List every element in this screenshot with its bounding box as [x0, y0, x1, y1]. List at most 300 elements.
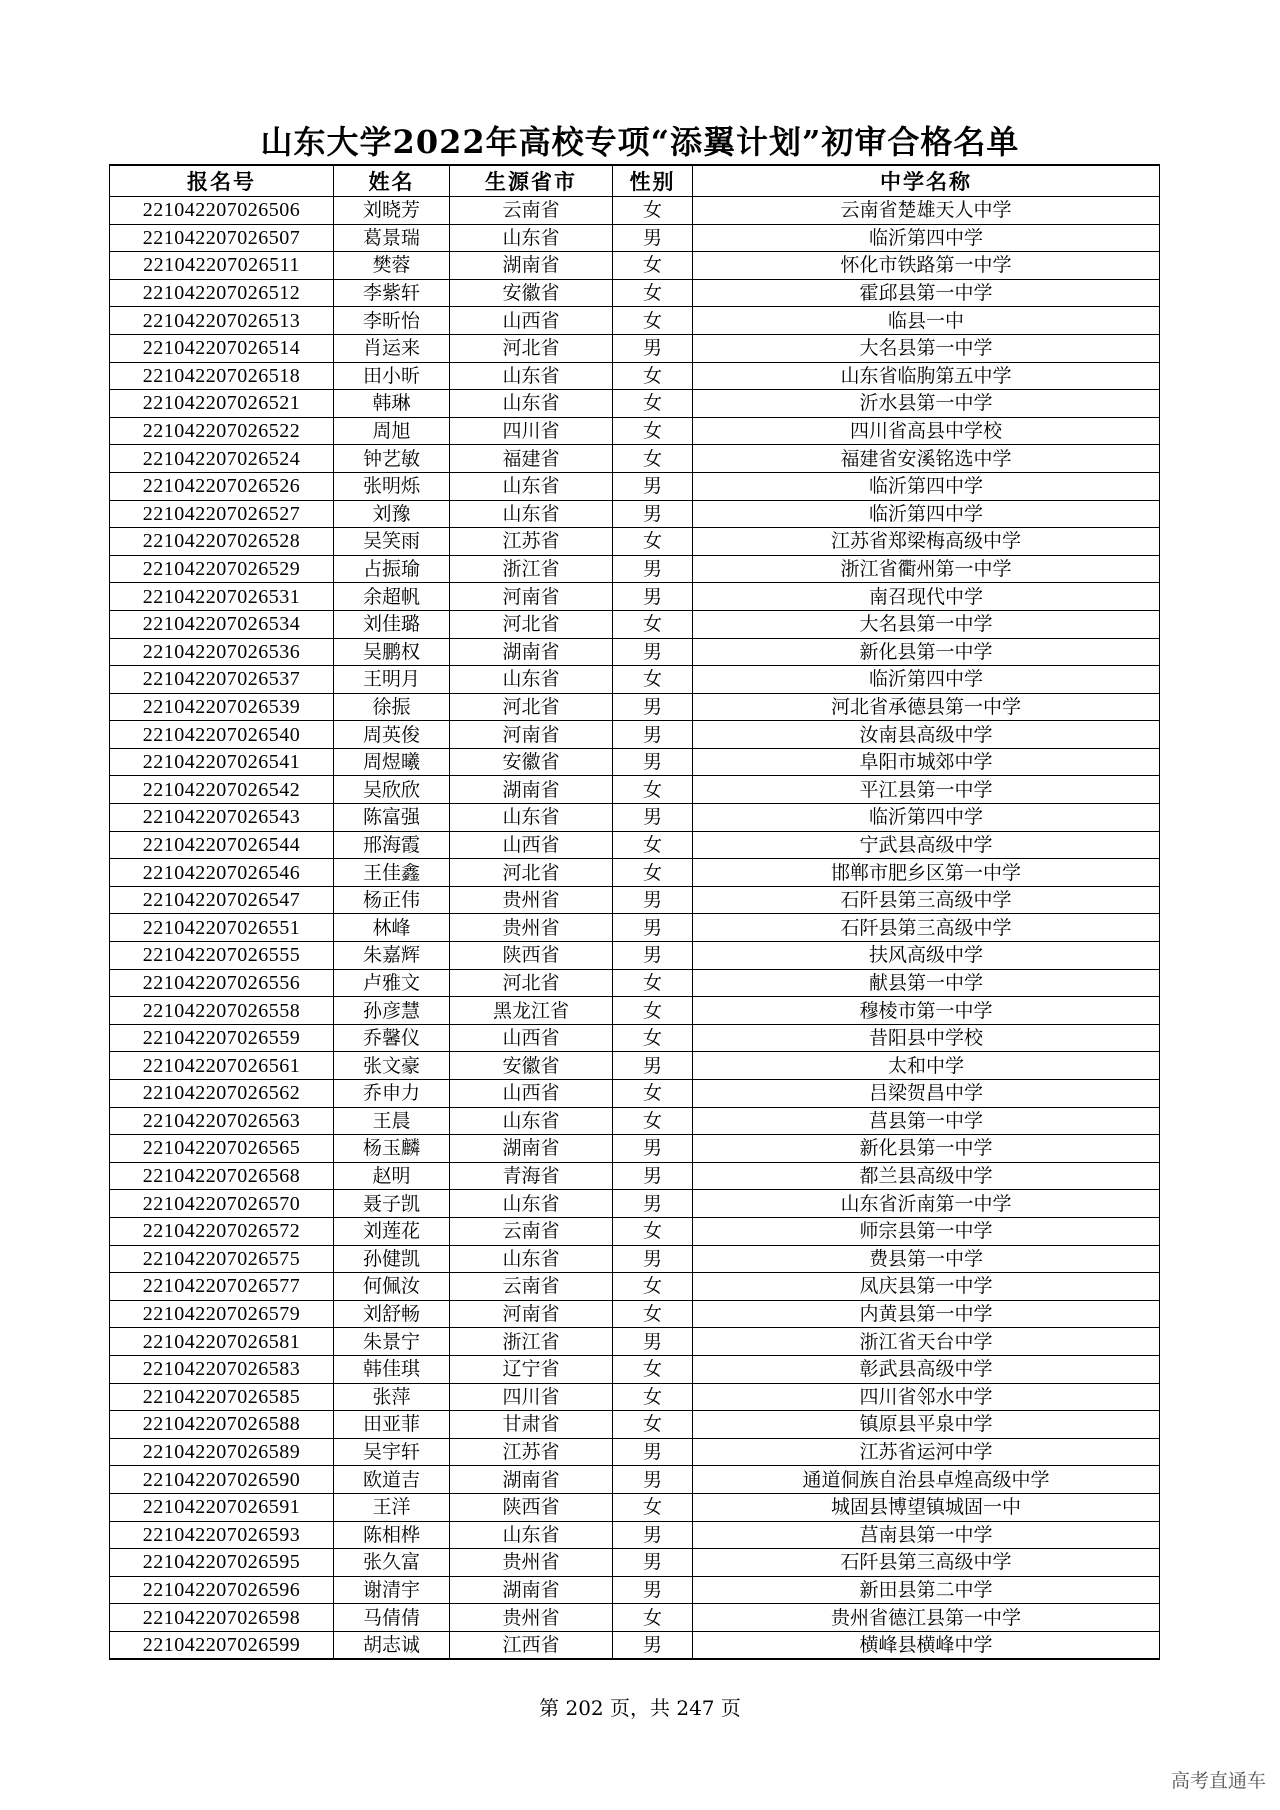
province-cell: 安徽省 — [450, 748, 613, 776]
name-cell: 占振瑜 — [334, 555, 450, 583]
gender-cell: 女 — [613, 528, 693, 556]
registration-number-cell: 221042207026551 — [110, 914, 334, 942]
gender-cell: 男 — [613, 1549, 693, 1577]
name-cell: 李昕怡 — [334, 307, 450, 335]
gender-cell: 男 — [613, 334, 693, 362]
table-row — [110, 1383, 1160, 1411]
table-row — [110, 445, 1160, 473]
name-cell: 王洋 — [334, 1493, 450, 1521]
table-row — [110, 886, 1160, 914]
school-cell: 南召现代中学 — [693, 583, 1160, 611]
registration-number-cell: 221042207026506 — [110, 197, 334, 225]
name-cell: 韩佳琪 — [334, 1355, 450, 1383]
name-cell: 赵明 — [334, 1162, 450, 1190]
table-row — [110, 1631, 1160, 1659]
province-cell: 黑龙江省 — [450, 997, 613, 1025]
column-header-registration-number: 报名号 — [110, 165, 334, 197]
province-cell: 山东省 — [450, 1245, 613, 1273]
province-cell: 山东省 — [450, 390, 613, 418]
table-row — [110, 307, 1160, 335]
province-cell: 山西省 — [450, 307, 613, 335]
province-cell: 云南省 — [450, 1217, 613, 1245]
province-cell: 湖南省 — [450, 638, 613, 666]
name-cell: 陈富强 — [334, 804, 450, 832]
school-cell: 宁武县高级中学 — [693, 831, 1160, 859]
school-cell: 都兰县高级中学 — [693, 1162, 1160, 1190]
gender-cell: 女 — [613, 776, 693, 804]
name-cell: 孙彦慧 — [334, 997, 450, 1025]
table-row — [110, 748, 1160, 776]
table-row — [110, 1300, 1160, 1328]
province-cell: 安徽省 — [450, 1052, 613, 1080]
province-cell: 贵州省 — [450, 886, 613, 914]
table-row — [110, 776, 1160, 804]
registration-number-cell: 221042207026536 — [110, 638, 334, 666]
school-cell: 怀化市铁路第一中学 — [693, 252, 1160, 280]
registration-number-cell: 221042207026507 — [110, 224, 334, 252]
name-cell: 刘豫 — [334, 500, 450, 528]
school-cell: 石阡县第三高级中学 — [693, 1549, 1160, 1577]
name-cell: 张明烁 — [334, 472, 450, 500]
gender-cell: 女 — [613, 1383, 693, 1411]
province-cell: 河北省 — [450, 693, 613, 721]
registration-number-cell: 221042207026544 — [110, 831, 334, 859]
column-header-gender: 性别 — [613, 165, 693, 197]
province-cell: 山东省 — [450, 666, 613, 694]
registration-number-cell: 221042207026529 — [110, 555, 334, 583]
name-cell: 李紫轩 — [334, 279, 450, 307]
registration-number-cell: 221042207026537 — [110, 666, 334, 694]
province-cell: 湖南省 — [450, 1466, 613, 1494]
table-row — [110, 666, 1160, 694]
name-cell: 胡志诚 — [334, 1631, 450, 1659]
registration-number-cell: 221042207026531 — [110, 583, 334, 611]
school-cell: 浙江省天台中学 — [693, 1328, 1160, 1356]
registration-number-cell: 221042207026511 — [110, 252, 334, 280]
name-cell: 王晨 — [334, 1107, 450, 1135]
name-cell: 钟艺敏 — [334, 445, 450, 473]
table-row — [110, 555, 1160, 583]
gender-cell: 女 — [613, 1217, 693, 1245]
school-cell: 福建省安溪铭选中学 — [693, 445, 1160, 473]
table-row — [110, 1328, 1160, 1356]
registration-number-cell: 221042207026581 — [110, 1328, 334, 1356]
table-row — [110, 583, 1160, 611]
table-row — [110, 638, 1160, 666]
province-cell: 湖南省 — [450, 776, 613, 804]
school-cell: 师宗县第一中学 — [693, 1217, 1160, 1245]
table-row — [110, 969, 1160, 997]
name-cell: 张萍 — [334, 1383, 450, 1411]
registration-number-cell: 221042207026589 — [110, 1438, 334, 1466]
registration-number-cell: 221042207026546 — [110, 859, 334, 887]
school-cell: 大名县第一中学 — [693, 334, 1160, 362]
school-cell: 新化县第一中学 — [693, 638, 1160, 666]
registration-number-cell: 221042207026528 — [110, 528, 334, 556]
table-row — [110, 500, 1160, 528]
registration-number-cell: 221042207026558 — [110, 997, 334, 1025]
gender-cell: 女 — [613, 1107, 693, 1135]
table-row — [110, 610, 1160, 638]
name-cell: 乔申力 — [334, 1080, 450, 1108]
province-cell: 山西省 — [450, 1024, 613, 1052]
province-cell: 四川省 — [450, 417, 613, 445]
table-row — [110, 334, 1160, 362]
gender-cell: 男 — [613, 1631, 693, 1659]
name-cell: 孙健凯 — [334, 1245, 450, 1273]
gender-cell: 女 — [613, 1493, 693, 1521]
gender-cell: 男 — [613, 748, 693, 776]
registration-number-cell: 221042207026541 — [110, 748, 334, 776]
school-cell: 汝南县高级中学 — [693, 721, 1160, 749]
table-row — [110, 693, 1160, 721]
province-cell: 山东省 — [450, 500, 613, 528]
school-cell: 四川省高县中学校 — [693, 417, 1160, 445]
province-cell: 河北省 — [450, 610, 613, 638]
registration-number-cell: 221042207026570 — [110, 1190, 334, 1218]
school-cell: 平江县第一中学 — [693, 776, 1160, 804]
province-cell: 河南省 — [450, 721, 613, 749]
table-row — [110, 1024, 1160, 1052]
table-row — [110, 1107, 1160, 1135]
gender-cell: 男 — [613, 1052, 693, 1080]
name-cell: 朱嘉辉 — [334, 942, 450, 970]
table-row — [110, 804, 1160, 832]
registration-number-cell: 221042207026556 — [110, 969, 334, 997]
name-cell: 欧道吉 — [334, 1466, 450, 1494]
table-header-row — [110, 165, 1160, 197]
registration-number-cell: 221042207026562 — [110, 1080, 334, 1108]
school-cell: 临沂第四中学 — [693, 224, 1160, 252]
registration-number-cell: 221042207026534 — [110, 610, 334, 638]
gender-cell: 女 — [613, 252, 693, 280]
registration-number-cell: 221042207026513 — [110, 307, 334, 335]
province-cell: 河北省 — [450, 334, 613, 362]
registration-number-cell: 221042207026599 — [110, 1631, 334, 1659]
school-cell: 江苏省运河中学 — [693, 1438, 1160, 1466]
table-row — [110, 1190, 1160, 1218]
name-cell: 徐振 — [334, 693, 450, 721]
gender-cell: 女 — [613, 1080, 693, 1108]
name-cell: 邢海霞 — [334, 831, 450, 859]
school-cell: 邯郸市肥乡区第一中学 — [693, 859, 1160, 887]
registration-number-cell: 221042207026539 — [110, 693, 334, 721]
school-cell: 阜阳市城郊中学 — [693, 748, 1160, 776]
gender-cell: 女 — [613, 610, 693, 638]
table-row — [110, 1135, 1160, 1163]
school-cell: 太和中学 — [693, 1052, 1160, 1080]
name-cell: 吴欣欣 — [334, 776, 450, 804]
school-cell: 城固县博望镇城固一中 — [693, 1493, 1160, 1521]
school-cell: 内黄县第一中学 — [693, 1300, 1160, 1328]
gender-cell: 女 — [613, 279, 693, 307]
name-cell: 韩琳 — [334, 390, 450, 418]
province-cell: 四川省 — [450, 1383, 613, 1411]
name-cell: 刘舒畅 — [334, 1300, 450, 1328]
province-cell: 贵州省 — [450, 1549, 613, 1577]
registration-number-cell: 221042207026540 — [110, 721, 334, 749]
school-cell: 凤庆县第一中学 — [693, 1273, 1160, 1301]
name-cell: 王明月 — [334, 666, 450, 694]
school-cell: 山东省沂南第一中学 — [693, 1190, 1160, 1218]
registration-number-cell: 221042207026572 — [110, 1217, 334, 1245]
registration-number-cell: 221042207026561 — [110, 1052, 334, 1080]
school-cell: 费县第一中学 — [693, 1245, 1160, 1273]
gender-cell: 男 — [613, 693, 693, 721]
province-cell: 山西省 — [450, 831, 613, 859]
school-cell: 江苏省郑梁梅高级中学 — [693, 528, 1160, 556]
registration-number-cell: 221042207026547 — [110, 886, 334, 914]
table-row — [110, 417, 1160, 445]
province-cell: 陕西省 — [450, 942, 613, 970]
table-row — [110, 1466, 1160, 1494]
table-row — [110, 1438, 1160, 1466]
registration-number-cell: 221042207026555 — [110, 942, 334, 970]
school-cell: 新田县第二中学 — [693, 1576, 1160, 1604]
name-cell: 吴笑雨 — [334, 528, 450, 556]
name-cell: 王佳鑫 — [334, 859, 450, 887]
province-cell: 云南省 — [450, 197, 613, 225]
name-cell: 张久富 — [334, 1549, 450, 1577]
name-cell: 何佩汝 — [334, 1273, 450, 1301]
name-cell: 刘莲花 — [334, 1217, 450, 1245]
name-cell: 樊蓉 — [334, 252, 450, 280]
table-row — [110, 1080, 1160, 1108]
table-row — [110, 224, 1160, 252]
name-cell: 吴鹏权 — [334, 638, 450, 666]
province-cell: 河南省 — [450, 1300, 613, 1328]
gender-cell: 男 — [613, 1162, 693, 1190]
registration-number-cell: 221042207026563 — [110, 1107, 334, 1135]
gender-cell: 男 — [613, 1245, 693, 1273]
gender-cell: 女 — [613, 859, 693, 887]
school-cell: 吕梁贺昌中学 — [693, 1080, 1160, 1108]
name-cell: 杨正伟 — [334, 886, 450, 914]
province-cell: 福建省 — [450, 445, 613, 473]
gender-cell: 男 — [613, 942, 693, 970]
province-cell: 云南省 — [450, 1273, 613, 1301]
name-cell: 周英俊 — [334, 721, 450, 749]
registration-number-cell: 221042207026542 — [110, 776, 334, 804]
school-cell: 通道侗族自治县卓煌高级中学 — [693, 1466, 1160, 1494]
province-cell: 山东省 — [450, 362, 613, 390]
registration-number-cell: 221042207026596 — [110, 1576, 334, 1604]
school-cell: 大名县第一中学 — [693, 610, 1160, 638]
page-title: 山东大学2022年高校专项“添翼计划”初审合格名单 — [260, 123, 1020, 161]
registration-number-cell: 221042207026521 — [110, 390, 334, 418]
registration-number-cell: 221042207026595 — [110, 1549, 334, 1577]
school-cell: 临沂第四中学 — [693, 472, 1160, 500]
gender-cell: 女 — [613, 445, 693, 473]
name-cell: 田亚菲 — [334, 1411, 450, 1439]
name-cell: 朱景宁 — [334, 1328, 450, 1356]
province-cell: 浙江省 — [450, 1328, 613, 1356]
province-cell: 江西省 — [450, 1631, 613, 1659]
school-cell: 镇原县平泉中学 — [693, 1411, 1160, 1439]
gender-cell: 男 — [613, 886, 693, 914]
province-cell: 湖南省 — [450, 1576, 613, 1604]
gender-cell: 女 — [613, 417, 693, 445]
registration-number-cell: 221042207026585 — [110, 1383, 334, 1411]
roster-table — [109, 164, 1160, 1660]
province-cell: 浙江省 — [450, 555, 613, 583]
name-cell: 杨玉麟 — [334, 1135, 450, 1163]
province-cell: 山东省 — [450, 1190, 613, 1218]
name-cell: 刘佳璐 — [334, 610, 450, 638]
province-cell: 湖南省 — [450, 1135, 613, 1163]
gender-cell: 女 — [613, 1355, 693, 1383]
gender-cell: 男 — [613, 555, 693, 583]
gender-cell: 男 — [613, 224, 693, 252]
name-cell: 卢雅文 — [334, 969, 450, 997]
gender-cell: 男 — [613, 1576, 693, 1604]
name-cell: 肖运来 — [334, 334, 450, 362]
table-row — [110, 1411, 1160, 1439]
province-cell: 湖南省 — [450, 252, 613, 280]
registration-number-cell: 221042207026577 — [110, 1273, 334, 1301]
gender-cell: 男 — [613, 500, 693, 528]
watermark: 高考直通车 — [1170, 1770, 1266, 1792]
name-cell: 周煜曦 — [334, 748, 450, 776]
table-row — [110, 1493, 1160, 1521]
gender-cell: 男 — [613, 804, 693, 832]
registration-number-cell: 221042207026559 — [110, 1024, 334, 1052]
name-cell: 谢清宇 — [334, 1576, 450, 1604]
registration-number-cell: 221042207026527 — [110, 500, 334, 528]
school-cell: 石阡县第三高级中学 — [693, 886, 1160, 914]
gender-cell: 男 — [613, 1135, 693, 1163]
name-cell: 林峰 — [334, 914, 450, 942]
province-cell: 河南省 — [450, 583, 613, 611]
school-cell: 四川省邻水中学 — [693, 1383, 1160, 1411]
gender-cell: 女 — [613, 1024, 693, 1052]
column-header-name: 姓名 — [334, 165, 450, 197]
school-cell: 浙江省衢州第一中学 — [693, 555, 1160, 583]
school-cell: 石阡县第三高级中学 — [693, 914, 1160, 942]
school-cell: 昔阳县中学校 — [693, 1024, 1160, 1052]
province-cell: 河北省 — [450, 859, 613, 887]
registration-number-cell: 221042207026524 — [110, 445, 334, 473]
school-cell: 穆棱市第一中学 — [693, 997, 1160, 1025]
province-cell: 山东省 — [450, 1521, 613, 1549]
gender-cell: 男 — [613, 1521, 693, 1549]
registration-number-cell: 221042207026590 — [110, 1466, 334, 1494]
table-row — [110, 197, 1160, 225]
gender-cell: 女 — [613, 197, 693, 225]
column-header-school: 中学名称 — [693, 165, 1160, 197]
table-row — [110, 279, 1160, 307]
school-cell: 贵州省德江县第一中学 — [693, 1604, 1160, 1632]
registration-number-cell: 221042207026514 — [110, 334, 334, 362]
table-row — [110, 1604, 1160, 1632]
registration-number-cell: 221042207026512 — [110, 279, 334, 307]
school-cell: 献县第一中学 — [693, 969, 1160, 997]
table-row — [110, 362, 1160, 390]
registration-number-cell: 221042207026526 — [110, 472, 334, 500]
gender-cell: 女 — [613, 666, 693, 694]
school-cell: 临沂第四中学 — [693, 666, 1160, 694]
gender-cell: 男 — [613, 1466, 693, 1494]
gender-cell: 男 — [613, 472, 693, 500]
name-cell: 田小昕 — [334, 362, 450, 390]
gender-cell: 女 — [613, 969, 693, 997]
province-cell: 山东省 — [450, 804, 613, 832]
column-header-province: 生源省市 — [450, 165, 613, 197]
gender-cell: 男 — [613, 583, 693, 611]
school-cell: 沂水县第一中学 — [693, 390, 1160, 418]
table-row — [110, 942, 1160, 970]
gender-cell: 女 — [613, 362, 693, 390]
registration-number-cell: 221042207026522 — [110, 417, 334, 445]
registration-number-cell: 221042207026593 — [110, 1521, 334, 1549]
gender-cell: 女 — [613, 1411, 693, 1439]
table-row — [110, 1162, 1160, 1190]
gender-cell: 女 — [613, 1273, 693, 1301]
school-cell: 临沂第四中学 — [693, 500, 1160, 528]
registration-number-cell: 221042207026575 — [110, 1245, 334, 1273]
table-row — [110, 721, 1160, 749]
gender-cell: 女 — [613, 997, 693, 1025]
province-cell: 山西省 — [450, 1080, 613, 1108]
name-cell: 刘晓芳 — [334, 197, 450, 225]
table-row — [110, 1217, 1160, 1245]
school-cell: 临沂第四中学 — [693, 804, 1160, 832]
province-cell: 河北省 — [450, 969, 613, 997]
table-row — [110, 1052, 1160, 1080]
name-cell: 葛景瑞 — [334, 224, 450, 252]
province-cell: 辽宁省 — [450, 1355, 613, 1383]
registration-number-cell: 221042207026583 — [110, 1355, 334, 1383]
name-cell: 张文豪 — [334, 1052, 450, 1080]
province-cell: 安徽省 — [450, 279, 613, 307]
table-row — [110, 831, 1160, 859]
registration-number-cell: 221042207026565 — [110, 1135, 334, 1163]
table-row — [110, 472, 1160, 500]
school-cell: 临县一中 — [693, 307, 1160, 335]
province-cell: 江苏省 — [450, 1438, 613, 1466]
province-cell: 山东省 — [450, 472, 613, 500]
table-row — [110, 1521, 1160, 1549]
table-row — [110, 528, 1160, 556]
page-number: 第 202 页，共 247 页 — [539, 1696, 741, 1720]
registration-number-cell: 221042207026579 — [110, 1300, 334, 1328]
school-cell: 莒县第一中学 — [693, 1107, 1160, 1135]
name-cell: 乔馨仪 — [334, 1024, 450, 1052]
gender-cell: 女 — [613, 1604, 693, 1632]
table-body — [110, 197, 1160, 1660]
table-row — [110, 1273, 1160, 1301]
name-cell: 马倩倩 — [334, 1604, 450, 1632]
registration-number-cell: 221042207026518 — [110, 362, 334, 390]
table-row — [110, 859, 1160, 887]
table-row — [110, 1355, 1160, 1383]
gender-cell: 男 — [613, 1438, 693, 1466]
gender-cell: 女 — [613, 390, 693, 418]
name-cell: 陈相桦 — [334, 1521, 450, 1549]
gender-cell: 女 — [613, 831, 693, 859]
school-cell: 霍邱县第一中学 — [693, 279, 1160, 307]
gender-cell: 男 — [613, 721, 693, 749]
name-cell: 聂子凯 — [334, 1190, 450, 1218]
school-cell: 云南省楚雄天人中学 — [693, 197, 1160, 225]
province-cell: 贵州省 — [450, 1604, 613, 1632]
registration-number-cell: 221042207026568 — [110, 1162, 334, 1190]
school-cell: 扶风高级中学 — [693, 942, 1160, 970]
gender-cell: 男 — [613, 914, 693, 942]
gender-cell: 女 — [613, 307, 693, 335]
school-cell: 新化县第一中学 — [693, 1135, 1160, 1163]
school-cell: 山东省临朐第五中学 — [693, 362, 1160, 390]
